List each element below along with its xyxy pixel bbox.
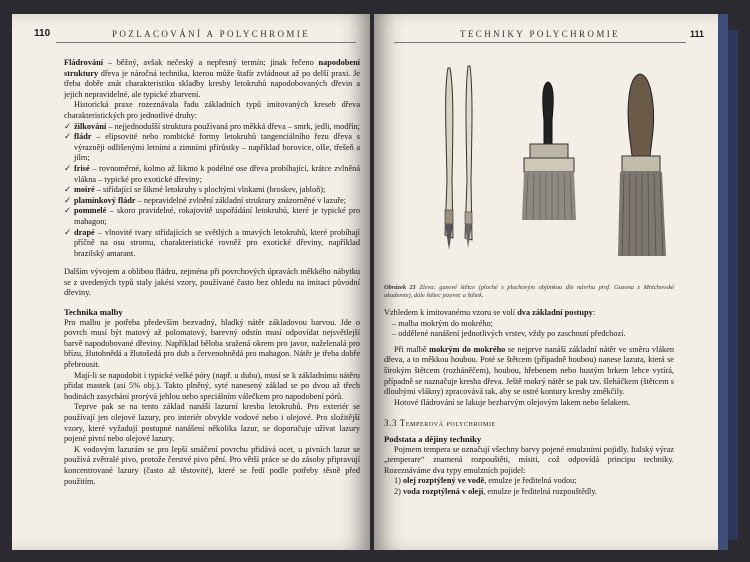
paragraph: [64, 58, 360, 100]
text: – elipsovité nebo rombické formy letokruhů tangenciálního řezu dřeva s výrazněji odlišenými letními a zimními přírůstky – například borovice, olše, třešeň a jilm;: [74, 132, 360, 163]
term: voda rozptýlená v oleji: [403, 486, 484, 496]
check-icon: ✓: [64, 121, 71, 131]
text: – nejjednodušší struktura používaná pro měkká dřeva – smrk, jedli, modřín;: [106, 121, 360, 131]
spacer: [384, 300, 674, 308]
thin-brush-icon: [465, 66, 472, 248]
check-icon: ✓: [64, 132, 71, 142]
list-item: [64, 132, 360, 164]
paragraph: Mají-li se napodobit i typické velké póry (např. u dubu), musí se k základnímu nátěru přidat mastek (asi 5% obj.). Takto plněný, syté nanesený základ se po dvou až třech hodinách zasychání prorývá jehlou nebo speciálním válečkem pro napodobení pórů.: [64, 370, 360, 401]
text: – rovnoměrné, kolmo až šikmo k podélné ose dřeva probíhající, krátce zvlněná vlákna – typické pro exotické dřeviny;: [74, 163, 360, 184]
figure-caption: [384, 284, 674, 300]
list-item: [64, 196, 360, 207]
text: 2): [394, 486, 403, 496]
header-rule: [394, 42, 686, 43]
list-item: [384, 487, 674, 498]
wood-types-list: [64, 122, 360, 260]
list-item: [64, 206, 360, 227]
text: Při malbě: [394, 344, 430, 354]
text: – skoro pravidelné, rokajovitě uspořádání letokruhů, které je typické pro mahagon;: [74, 206, 360, 226]
spacer: [64, 299, 360, 307]
term: mokrým do mokrého: [429, 344, 506, 354]
spacer: [384, 408, 674, 418]
paragraph: Hotové fládrování se lakuje bezbarvým olejovým lakem nebo šelakem.: [394, 397, 631, 407]
term: dva základní postupy: [517, 308, 593, 317]
thin-brush-icon: [445, 68, 453, 250]
paragraph: Pro malbu je potřeba především bezvadný, hladký nátěr základovou barvou. Jde o povrch musí být matový až polomatový, barevný odstín musí odpovídat nejsvětlejší barvě napodobované dřeviny. Například běloba sražená okrem pro javor, naželenalá pro břízu, žlutohnědá a žlutošedá pro dub a červenohnědá pro mahagon. Nátěr je třeba dobře přebrousit.: [64, 317, 360, 370]
text: Vzhledem k imitovanému vzoru se volí: [384, 308, 518, 317]
check-icon: ✓: [64, 195, 71, 205]
term: pommelé: [74, 206, 107, 216]
book-cover-edge: [728, 30, 738, 540]
header-rule: [56, 42, 356, 43]
list-item: – malba mokrým do mokrého;: [392, 318, 493, 328]
term: frisé: [74, 163, 90, 173]
list-item: – oddělené nanášení jednotlivých vrstev, vždy po zaschnutí předchozí.: [392, 329, 626, 339]
list-item: [384, 476, 674, 487]
running-header: POZLACOVÁNÍ A POLYCHROMIE: [112, 29, 311, 39]
text: , emulze je ředitelná rozpouštědly.: [483, 486, 598, 496]
running-header: TECHNIKY POLYCHROMIE: [460, 29, 621, 39]
text: – nepravidelné zvlnění základní struktury znázorněné v lazuře;: [135, 195, 347, 205]
text: se nejprve nanáší základní nátěr ve směru vláken dřeva, a to měkkou houbou. Poté se štětcem (případně houbou) nanese lazura, která se širokým štětcem (rozháněčem), houbou, hřebenem nebo hustým brkem lehce vytírá, případně se naznačuje kresba dřeva. Ještě mokrý nátěr se pak tzv. šleháčkem (štětcem s dlouhými vlákny) zpracovává tak, aby se ostré kontury kresby změkčily.: [384, 344, 674, 397]
text: 1): [394, 476, 403, 486]
text: , emulze je ředitelná vodou;: [484, 476, 577, 486]
paragraph: Pojmem tempera se označují všechny barvy pojené emulzními pojidly. Italský výraz „temperare“ znamená rozpouštěti, mísiti, což odpovídá principu techniky. Rozeznáváme dva typy emulzních pojidel:: [384, 444, 674, 475]
list-item: [64, 164, 360, 185]
large-brush-icon: [618, 74, 666, 256]
caption-text: Zleva: gusové štětce (ploché s plochovým objímkou dle návrhu prof. Gusona z Mnichovské akademie), dále štětec jezevec a štětek.: [384, 284, 675, 299]
text: – běžný, avšak nečeský a nepřesný termín; jinak řečeno: [103, 58, 319, 67]
page-number: 111: [689, 29, 704, 39]
paragraph: [384, 308, 674, 319]
page-number: 110: [34, 28, 51, 39]
left-text-body: [64, 58, 360, 487]
spacer: [64, 259, 360, 267]
term: drapé: [74, 227, 95, 237]
text: – vlnovité tvary střídajících se světlých a tmavých letokruhů, které probíhají příčně na osu stromu, charakteristické rovněž pro exotické dřeviny, například brazilský amarant.: [74, 227, 360, 258]
check-icon: ✓: [64, 206, 71, 216]
list-item: [64, 122, 360, 133]
list-item: [64, 185, 360, 196]
term: moiré: [74, 185, 95, 195]
term: plamínkový fládr: [74, 195, 136, 205]
text: :: [592, 308, 596, 317]
caption-number: Obrázek 21: [384, 284, 416, 291]
term: fládr: [74, 132, 92, 142]
paragraph: [384, 345, 674, 398]
text: – střídající se šikmé letokruhy s plochými vlnkami (broskev, jabloň);: [94, 185, 326, 195]
check-icon: ✓: [64, 227, 71, 237]
term: žilkování: [74, 121, 107, 131]
paragraph: K vodovým lazurám se pro lepší smáčení povrchu přidává ocet, u pivních lazur se používá zvětralé pivo, protože čerstvé pivo pění. Pro větší práce se do zásoby připravují koncentrované lazury (často až těstovité), které se ředí podle potřeby těsně před použitím.: [64, 444, 360, 486]
term: Fládrování: [64, 58, 104, 67]
flat-brush-icon: [522, 82, 576, 220]
list-item: [64, 228, 360, 260]
right-page: [374, 14, 718, 550]
book-cover-edge-front: [718, 14, 728, 550]
right-text-body: [384, 284, 674, 498]
paragraph: Dalším vývojem a oblibou fládru, zejména při povrchových úpravách měkkého nábytku se z uvedených typů staly jakési vzory, používané často bez ohledu na imitaci původní dřeviny.: [64, 267, 360, 298]
term: napodobení struktury: [64, 58, 360, 78]
section-title: 3.3 Temperová polychromie: [384, 418, 496, 429]
section-heading: Podstata a dějiny techniky: [384, 433, 482, 444]
check-icon: ✓: [64, 185, 71, 195]
paragraph: Historická praxe rozeznávala řadu základních typů imitovaných kreseb dřeva charakteristických pro jednotlivé druhy:: [64, 100, 360, 120]
brushes-illustration: [408, 60, 688, 260]
section-heading: Technika malby: [64, 307, 123, 318]
term: olej rozptýlený ve vodě: [403, 476, 485, 486]
check-icon: ✓: [64, 163, 71, 173]
text: dřeva je náročná technika, kterou může štafír zvládnout až po delší praxi. Je třeba dobře znát charakteristiku skladby kresby letokruhů napodobovaných dřevin a jejich nepravidelné, ale typické zbarvení.: [64, 68, 360, 99]
paragraph: Teprve pak se na tento základ nanáší lazurní kresba letokruhů. Pro exteriér se používají jen olejové lazury, pro interiér obvykle vodové nebo i olejové. Pro složitější vzory, které vyžadují postupné nanášení několika lazur, se doporučuje užívat lazury pojené pivní nebo olejové lazury.: [64, 402, 360, 444]
left-page: [12, 14, 370, 550]
